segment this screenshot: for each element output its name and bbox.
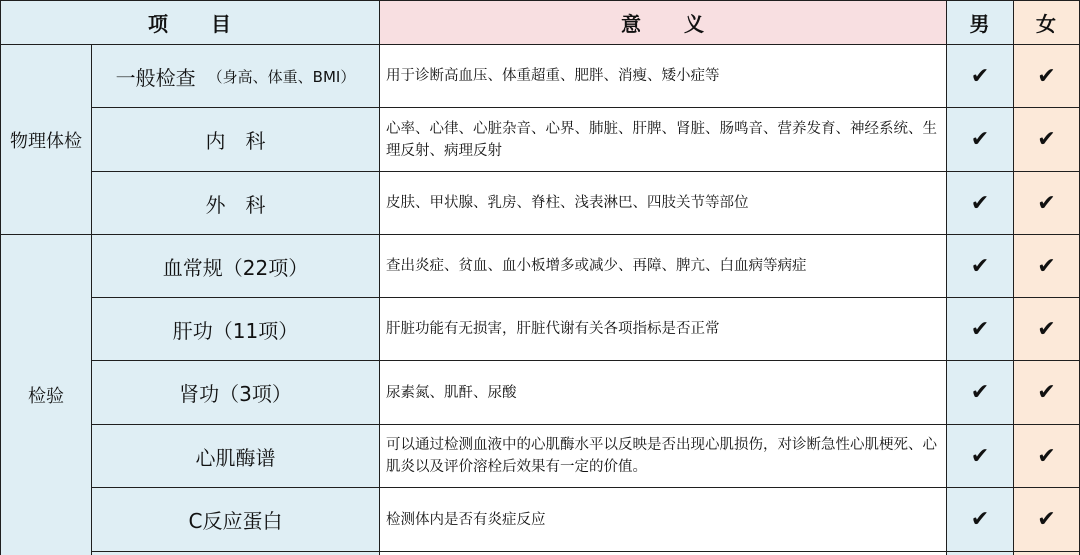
row-meaning: 心率、心律、心脏杂音、心界、肺脏、肝脾、肾脏、肠鸣音、营养发育、神经系统、生理反射、病理反射 xyxy=(380,108,947,172)
female-check-icon: ✔ xyxy=(1014,108,1080,172)
row-item: 一般检查 （身高、体重、BMI） xyxy=(92,45,380,108)
female-check-icon: ✔ xyxy=(1014,298,1080,361)
header-male: 男 xyxy=(947,0,1014,45)
category-lab-test: 检验 xyxy=(0,235,92,555)
male-check-icon: ✔ xyxy=(947,172,1014,235)
row-meaning: 尿素氮、肌酐、尿酸 xyxy=(380,361,947,425)
row-item: 肝功（11项） xyxy=(92,298,380,361)
row-meaning: 皮肤、甲状腺、乳房、脊柱、浅表淋巴、四肢关节等部位 xyxy=(380,172,947,235)
male-check-icon: ✔ xyxy=(947,298,1014,361)
row-item: 肾功（3项） xyxy=(92,361,380,425)
female-check-icon: ✔ xyxy=(1014,172,1080,235)
female-check-icon: ✔ xyxy=(1014,235,1080,298)
row-meaning: 可以通过检测血液中的心肌酶水平以反映是否出现心肌损伤，对诊断急性心肌梗死、心肌炎以及评价溶栓后效果有一定的价值。 xyxy=(380,425,947,488)
row-item: 心肌酶谱 xyxy=(92,425,380,488)
female-check-icon: ✔ xyxy=(1014,361,1080,425)
header-meaning: 意 义 xyxy=(380,0,947,45)
male-check-icon: ✔ xyxy=(947,235,1014,298)
header-female: 女 xyxy=(1014,0,1080,45)
male-check-icon: ✔ xyxy=(947,361,1014,425)
male-check-icon: ✔ xyxy=(947,45,1014,108)
row-item: 内 科 xyxy=(92,108,380,172)
female-check-icon: ✔ xyxy=(1014,425,1080,488)
row-meaning: 检测体内是否有炎症反应 xyxy=(380,488,947,552)
row-item: 外 科 xyxy=(92,172,380,235)
male-check-icon: ✔ xyxy=(947,488,1014,552)
female-check-icon: ✔ xyxy=(1014,488,1080,552)
male-check-icon: ✔ xyxy=(947,108,1014,172)
female-check-icon: ✔ xyxy=(1014,45,1080,108)
row-item: C反应蛋白 xyxy=(92,488,380,552)
row-item: 血常规（22项） xyxy=(92,235,380,298)
row-meaning: 肝脏功能有无损害，肝脏代谢有关各项指标是否正常 xyxy=(380,298,947,361)
male-check-icon: ✔ xyxy=(947,425,1014,488)
row-meaning: 查出炎症、贫血、血小板增多或减少、再障、脾亢、白血病等病症 xyxy=(380,235,947,298)
header-item: 项 目 xyxy=(0,0,380,45)
category-physical-exam: 物理体检 xyxy=(0,45,92,235)
row-meaning: 用于诊断高血压、体重超重、肥胖、消瘦、矮小症等 xyxy=(380,45,947,108)
